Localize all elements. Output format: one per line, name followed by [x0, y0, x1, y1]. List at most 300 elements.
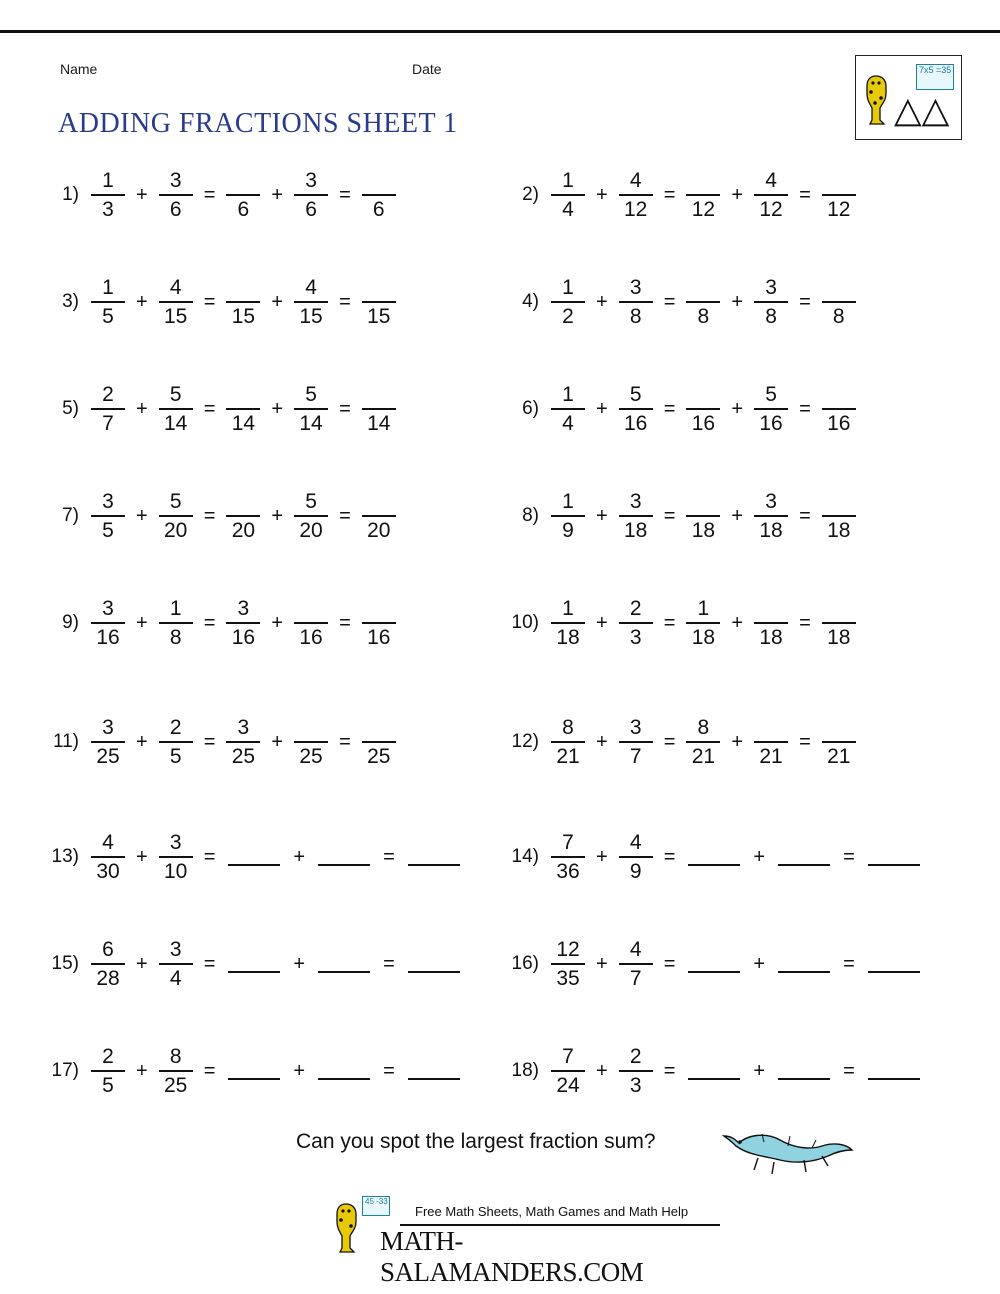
problem-number: 8) [522, 505, 539, 526]
equals-sign: = [799, 611, 811, 634]
fraction-denominator: 12 [624, 198, 648, 221]
fraction-denominator: 18 [691, 519, 716, 542]
plus-sign: + [136, 845, 148, 868]
fraction-b [619, 832, 653, 882]
fraction-denominator: 25 [164, 1074, 188, 1097]
fraction-denominator: 16 [759, 412, 783, 435]
problem-item [45, 939, 466, 989]
fraction-a [551, 277, 585, 327]
fraction-denominator: 21 [827, 745, 851, 768]
logo-chalkboard: 7x5 =35 [916, 64, 954, 90]
equals-sign: = [339, 730, 351, 753]
fraction-numerator [238, 170, 250, 194]
fraction-numerator: 3 [102, 716, 114, 739]
fraction-numerator [305, 717, 317, 741]
plus-sign: + [596, 504, 608, 527]
fraction-denominator: 25 [231, 745, 256, 768]
fraction-a [551, 939, 585, 989]
fraction-denominator: 8 [832, 305, 845, 328]
fraction-numerator: 3 [305, 169, 317, 192]
fraction-denominator: 3 [629, 626, 642, 649]
fraction-numerator: 4 [765, 169, 777, 192]
equals-sign: = [203, 397, 216, 420]
problem-number: 10) [511, 612, 539, 633]
fraction-denominator: 3 [102, 198, 114, 221]
fraction-numerator: 8 [169, 1045, 182, 1068]
equals-sign: = [663, 183, 676, 206]
fraction-denominator: 30 [96, 860, 120, 883]
fraction-denominator: 9 [629, 860, 642, 883]
fraction-denominator: 18 [624, 519, 648, 542]
plus-sign: + [731, 504, 744, 527]
fraction-e [754, 717, 788, 767]
fraction-numerator: 2 [102, 1045, 114, 1068]
equals-sign: = [203, 183, 216, 206]
answer-blank[interactable] [688, 848, 740, 866]
problem-item [45, 598, 400, 648]
answer-blank[interactable] [688, 1062, 740, 1080]
fraction-e [754, 598, 788, 648]
equals-sign: = [203, 1059, 216, 1082]
fraction-numerator: 3 [169, 169, 182, 192]
equals-sign: = [339, 504, 351, 527]
fraction-denominator: 16 [367, 626, 391, 649]
plus-sign: + [136, 952, 148, 975]
fraction-numerator: 12 [556, 938, 580, 961]
problem-item [45, 1046, 466, 1096]
plus-sign: + [731, 397, 744, 420]
fraction-denominator: 7 [629, 967, 642, 990]
answer-blank[interactable] [318, 848, 370, 866]
plus-sign: + [136, 504, 148, 527]
equals-sign: = [339, 611, 351, 634]
fraction-denominator: 18 [691, 626, 716, 649]
fraction-numerator: 8 [562, 716, 574, 739]
plus-sign: + [596, 611, 608, 634]
fraction-c [686, 491, 720, 541]
fraction-f [822, 491, 856, 541]
fraction-denominator: 10 [164, 860, 188, 883]
fraction-denominator: 18 [759, 519, 783, 542]
answer-blank[interactable] [688, 955, 740, 973]
fraction-numerator [833, 170, 845, 194]
equals-sign: = [843, 1059, 855, 1082]
fraction-denominator: 21 [556, 745, 580, 768]
fraction-e [754, 277, 788, 327]
problem-item [505, 1046, 926, 1096]
fraction-denominator: 18 [827, 519, 851, 542]
fraction-numerator [238, 491, 250, 515]
problem-number: 13) [51, 846, 79, 867]
fraction-denominator: 5 [102, 305, 114, 328]
date-label: Date [412, 61, 442, 77]
fraction-denominator: 18 [827, 626, 851, 649]
fraction-numerator: 4 [629, 938, 642, 961]
answer-blank[interactable] [408, 848, 460, 866]
fraction-a [551, 717, 585, 767]
equals-sign: = [799, 183, 811, 206]
answer-blank[interactable] [228, 848, 280, 866]
fraction-numerator: 2 [629, 1045, 642, 1068]
problem-item [45, 832, 466, 882]
fraction-numerator [833, 491, 845, 515]
closing-prompt: Can you spot the largest fraction sum? [296, 1130, 656, 1153]
fraction-numerator [833, 598, 845, 622]
fraction-numerator [833, 277, 845, 301]
fraction-c [226, 491, 260, 541]
equals-sign: = [799, 397, 811, 420]
equals-sign: = [339, 183, 351, 206]
problem-number: 3) [62, 291, 79, 312]
fraction-numerator: 7 [562, 831, 574, 854]
fraction-numerator [698, 384, 710, 408]
fraction-numerator: 5 [765, 383, 777, 406]
answer-blank[interactable] [318, 955, 370, 973]
problem-item [45, 277, 400, 327]
equals-sign: = [339, 397, 351, 420]
equals-sign: = [203, 290, 216, 313]
plus-sign: + [596, 290, 608, 313]
fraction-denominator: 20 [299, 519, 323, 542]
equals-sign: = [799, 504, 811, 527]
problem-item [505, 598, 860, 648]
footer-brand: MATH-SALAMANDERS.COM [380, 1226, 644, 1287]
fraction-numerator: 4 [629, 169, 642, 192]
fraction-b [619, 717, 653, 767]
fraction-b [159, 939, 193, 989]
fraction-numerator [373, 598, 385, 622]
fraction-f [822, 170, 856, 220]
fraction-denominator: 16 [691, 412, 716, 435]
fraction-denominator: 12 [691, 198, 716, 221]
fraction-numerator: 3 [629, 716, 642, 739]
equals-sign: = [663, 504, 676, 527]
problem-item [45, 491, 400, 541]
fraction-a [91, 717, 125, 767]
fraction-f [362, 598, 396, 648]
plus-sign: + [271, 290, 284, 313]
fraction-numerator: 3 [629, 276, 642, 299]
fraction-denominator: 21 [759, 745, 783, 768]
name-label: Name [60, 61, 98, 77]
fraction-numerator: 3 [169, 831, 182, 854]
equals-sign: = [663, 952, 676, 975]
fraction-b [619, 939, 653, 989]
fraction-numerator: 3 [169, 938, 182, 961]
fraction-f [362, 717, 396, 767]
fraction-e [294, 598, 328, 648]
equals-sign: = [203, 952, 216, 975]
fraction-f [362, 384, 396, 434]
problem-number: 5) [62, 398, 79, 419]
equals-sign: = [663, 290, 676, 313]
plus-sign: + [753, 1059, 766, 1082]
plus-sign: + [271, 611, 284, 634]
problem-item [505, 717, 860, 767]
fraction-denominator: 16 [624, 412, 648, 435]
fraction-denominator: 14 [164, 412, 188, 435]
equals-sign: = [663, 730, 676, 753]
fraction-denominator: 35 [556, 967, 580, 990]
plus-sign: + [293, 952, 306, 975]
fraction-a [91, 1046, 125, 1096]
problem-item [505, 939, 926, 989]
answer-blank[interactable] [228, 1062, 280, 1080]
fraction-denominator: 7 [629, 745, 642, 768]
equals-sign: = [203, 845, 216, 868]
fraction-denominator: 6 [169, 198, 182, 221]
fraction-denominator: 14 [231, 412, 256, 435]
problem-number: 6) [522, 398, 539, 419]
plus-sign: + [753, 952, 766, 975]
top-rule [0, 30, 1000, 33]
fraction-a [91, 832, 125, 882]
fraction-numerator: 3 [765, 276, 777, 299]
footer-salamander-icon [332, 1202, 362, 1254]
fraction-denominator: 3 [629, 1074, 642, 1097]
fraction-denominator: 15 [299, 305, 323, 328]
fraction-c [226, 384, 260, 434]
fraction-denominator: 20 [231, 519, 256, 542]
fraction-c [686, 717, 720, 767]
fraction-numerator: 4 [305, 276, 317, 299]
answer-blank[interactable] [778, 848, 830, 866]
answer-blank[interactable] [778, 1062, 830, 1080]
equals-sign: = [799, 730, 811, 753]
fraction-numerator: 1 [102, 276, 114, 299]
fraction-numerator [373, 277, 385, 301]
plus-sign: + [271, 397, 284, 420]
fraction-numerator [373, 384, 385, 408]
fraction-f [362, 277, 396, 327]
answer-blank[interactable] [868, 1062, 920, 1080]
fraction-denominator: 36 [556, 860, 580, 883]
equals-sign: = [663, 611, 676, 634]
fraction-b [619, 491, 653, 541]
equals-sign: = [663, 845, 676, 868]
fraction-denominator: 4 [562, 198, 574, 221]
salamander-logo-icon [862, 74, 892, 126]
fraction-numerator: 3 [237, 716, 250, 739]
fraction-e [294, 491, 328, 541]
fraction-b [159, 832, 193, 882]
problem-number: 9) [62, 612, 79, 633]
fraction-denominator: 24 [556, 1074, 580, 1097]
fraction-denominator: 5 [169, 745, 182, 768]
fraction-e [754, 384, 788, 434]
fraction-denominator: 6 [305, 198, 317, 221]
fraction-numerator [765, 598, 777, 622]
fraction-a [551, 384, 585, 434]
fraction-denominator: 15 [367, 305, 391, 328]
fraction-denominator: 14 [367, 412, 391, 435]
fraction-f [362, 491, 396, 541]
fraction-a [91, 598, 125, 648]
problem-item [505, 170, 860, 220]
fraction-numerator [833, 717, 845, 741]
fraction-numerator: 6 [102, 938, 114, 961]
fraction-numerator [765, 717, 777, 741]
answer-blank[interactable] [778, 955, 830, 973]
fraction-denominator: 4 [562, 412, 574, 435]
plus-sign: + [753, 845, 766, 868]
lizard-illustration-icon [718, 1120, 858, 1190]
fraction-denominator: 6 [237, 198, 250, 221]
equals-sign: = [203, 504, 216, 527]
fraction-a [551, 1046, 585, 1096]
answer-blank[interactable] [868, 955, 920, 973]
fraction-b [619, 1046, 653, 1096]
equals-sign: = [843, 845, 855, 868]
problem-item [45, 170, 400, 220]
plus-sign: + [731, 183, 744, 206]
fraction-e [754, 170, 788, 220]
fraction-b [619, 384, 653, 434]
fraction-numerator: 3 [102, 597, 114, 620]
fraction-denominator: 8 [629, 305, 642, 328]
fraction-numerator: 1 [562, 276, 574, 299]
fraction-b [159, 491, 193, 541]
fraction-denominator: 8 [169, 626, 182, 649]
plus-sign: + [731, 611, 744, 634]
footer [320, 1196, 720, 1287]
fraction-numerator: 4 [629, 831, 642, 854]
problem-number: 7) [62, 505, 79, 526]
plus-sign: + [596, 952, 608, 975]
problem-number: 14) [511, 846, 539, 867]
fraction-denominator: 20 [367, 519, 391, 542]
fraction-numerator [373, 491, 385, 515]
fraction-denominator: 15 [164, 305, 188, 328]
fraction-c [686, 170, 720, 220]
fraction-numerator [373, 170, 385, 194]
plus-sign: + [293, 845, 306, 868]
plus-sign: + [271, 504, 284, 527]
fraction-numerator: 5 [169, 383, 182, 406]
fraction-numerator: 1 [562, 383, 574, 406]
equals-sign: = [339, 290, 351, 313]
plus-sign: + [731, 290, 744, 313]
fraction-numerator: 7 [562, 1045, 574, 1068]
answer-blank[interactable] [868, 848, 920, 866]
equals-sign: = [843, 952, 855, 975]
fraction-a [91, 491, 125, 541]
fraction-e [294, 384, 328, 434]
fraction-denominator: 18 [759, 626, 783, 649]
fraction-numerator: 5 [305, 383, 317, 406]
fraction-numerator: 5 [305, 490, 317, 513]
plus-sign: + [596, 397, 608, 420]
problem-number: 16) [511, 953, 539, 974]
fraction-numerator: 1 [562, 169, 574, 192]
fraction-b [159, 384, 193, 434]
fraction-denominator: 21 [691, 745, 716, 768]
fraction-denominator: 20 [164, 519, 188, 542]
fraction-a [91, 170, 125, 220]
fraction-b [159, 277, 193, 327]
fraction-a [91, 939, 125, 989]
plus-sign: + [136, 611, 148, 634]
fraction-denominator: 16 [827, 412, 851, 435]
problem-number: 17) [51, 1060, 79, 1081]
fraction-numerator: 1 [697, 597, 710, 620]
fraction-c [686, 598, 720, 648]
plus-sign: + [596, 730, 608, 753]
fraction-numerator [833, 384, 845, 408]
fraction-a [551, 491, 585, 541]
problem-item [505, 491, 860, 541]
fraction-f [822, 717, 856, 767]
fraction-denominator: 12 [827, 198, 851, 221]
fraction-numerator: 1 [169, 597, 182, 620]
fraction-denominator: 28 [96, 967, 120, 990]
plus-sign: + [596, 183, 608, 206]
fraction-f [822, 384, 856, 434]
fraction-denominator: 16 [96, 626, 120, 649]
equals-sign: = [203, 611, 216, 634]
logo-box [855, 55, 962, 140]
answer-blank[interactable] [408, 1062, 460, 1080]
fraction-a [551, 598, 585, 648]
equals-sign: = [383, 952, 395, 975]
problem-item [505, 384, 860, 434]
fraction-numerator: 5 [629, 383, 642, 406]
fraction-b [619, 277, 653, 327]
fraction-numerator [698, 170, 710, 194]
equals-sign: = [799, 290, 811, 313]
fraction-numerator: 5 [169, 490, 182, 513]
fraction-denominator: 25 [96, 745, 120, 768]
fraction-b [159, 170, 193, 220]
fraction-denominator: 2 [562, 305, 574, 328]
answer-blank[interactable] [318, 1062, 370, 1080]
fraction-numerator: 3 [765, 490, 777, 513]
fraction-denominator: 15 [231, 305, 256, 328]
fraction-e [294, 277, 328, 327]
fraction-c [686, 277, 720, 327]
fraction-c [226, 277, 260, 327]
fraction-denominator: 16 [231, 626, 256, 649]
fraction-denominator: 14 [299, 412, 323, 435]
fraction-denominator: 8 [765, 305, 777, 328]
plus-sign: + [136, 183, 148, 206]
page-title: ADDING FRACTIONS SHEET 1 [58, 108, 458, 139]
plus-sign: + [271, 730, 284, 753]
equals-sign: = [663, 397, 676, 420]
fraction-numerator: 4 [169, 276, 182, 299]
plus-sign: + [731, 730, 744, 753]
answer-blank[interactable] [228, 955, 280, 973]
fraction-denominator: 8 [697, 305, 710, 328]
fraction-numerator: 8 [697, 716, 710, 739]
fraction-b [159, 717, 193, 767]
equals-sign: = [383, 845, 395, 868]
fraction-f [822, 598, 856, 648]
plus-sign: + [596, 845, 608, 868]
fraction-numerator: 1 [102, 169, 114, 192]
problem-number: 2) [522, 184, 539, 205]
fraction-numerator: 4 [102, 831, 114, 854]
fraction-numerator: 2 [629, 597, 642, 620]
fraction-denominator: 25 [299, 745, 323, 768]
fraction-numerator [698, 277, 710, 301]
footer-tagline: Free Math Sheets, Math Games and Math Help [415, 1204, 689, 1219]
answer-blank[interactable] [408, 955, 460, 973]
fraction-denominator: 4 [169, 967, 182, 990]
fraction-denominator: 16 [299, 626, 323, 649]
problem-number: 15) [51, 953, 79, 974]
fraction-denominator: 25 [367, 745, 391, 768]
